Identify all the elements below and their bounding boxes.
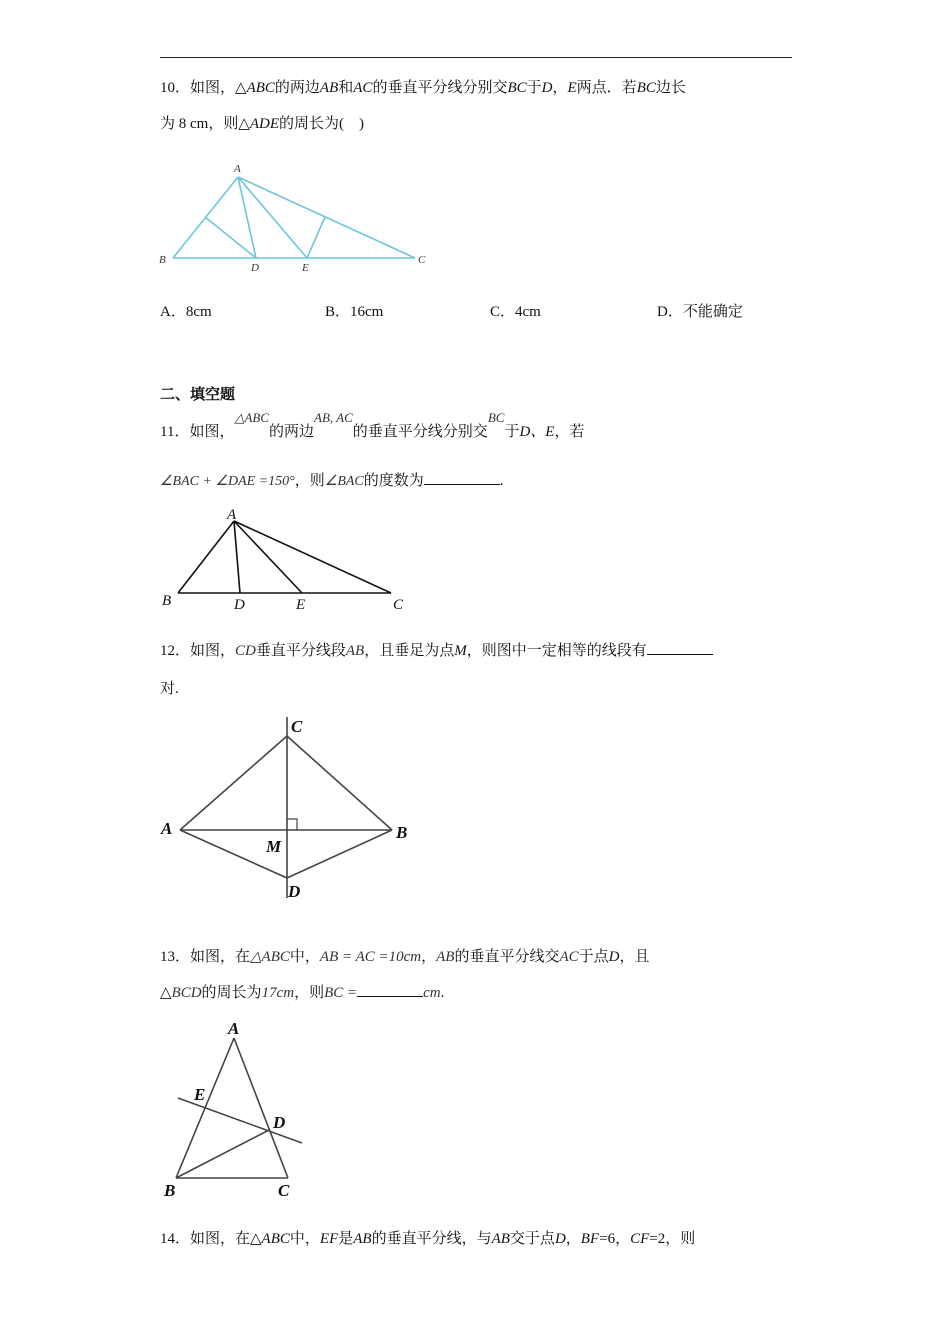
q11-text: ，则 [294, 473, 325, 489]
q13-text: 于点 [578, 949, 609, 965]
q11-line2 [160, 470, 504, 493]
q10-figure [155, 160, 435, 275]
q10-ab: AB [319, 80, 339, 96]
q12-text: ，则图中一定相等的线段有 [466, 643, 647, 659]
q13-text: 中， [289, 949, 320, 965]
q13-line2 [160, 982, 444, 1004]
q11-text: 的度数为 [363, 473, 424, 489]
q10-label-c: C [418, 254, 426, 266]
q14-text: 中， [289, 1231, 320, 1247]
q11-math-bc: BC [487, 410, 505, 425]
q13-text: 的垂直平分线交 [454, 949, 560, 965]
q11-text: 的垂直平分线分别交 [352, 424, 488, 440]
q13-math-ac: AC [559, 949, 579, 965]
q11-text: 的两边 [269, 424, 315, 440]
q13-math-ab: AB [436, 949, 455, 965]
q14-text: 交于点 [509, 1231, 555, 1247]
q13-text: ，则 [294, 985, 325, 1001]
q12-label-a: A [161, 819, 173, 838]
q14-ef: EF [319, 1231, 339, 1247]
q13-line-ac [234, 1038, 288, 1178]
q14-bf: BF [580, 1231, 600, 1247]
q11-de: D、E [519, 424, 555, 440]
q10-text: 的周长为( ) [279, 116, 365, 132]
q12-label-d: D [288, 882, 301, 901]
q10-line-ac [238, 177, 415, 258]
q13-label-a: A [228, 1019, 240, 1038]
q13-line-bd [176, 1130, 269, 1178]
triangle-symbol: △ [160, 985, 172, 1001]
section-title: 二、填空题 [160, 387, 236, 403]
q12-text: ，且垂足为点 [364, 643, 455, 659]
q10-label-d: D [251, 262, 259, 274]
q13-math-cm: cm [423, 985, 441, 1001]
q10-perp-ac [307, 217, 325, 258]
right-angle-mark [287, 819, 297, 830]
q13-text: ， [421, 949, 437, 965]
q10-abc: ABC [246, 80, 275, 96]
q13-d: D [608, 949, 620, 965]
q14-text: 14．如图，在△ [160, 1231, 262, 1247]
q13-text: 13．如图，在 [160, 949, 251, 965]
q14-ab: AB [353, 1231, 372, 1247]
q12-line2: 对. [160, 681, 179, 697]
q12-text: 垂直平分线段 [255, 643, 346, 659]
q10-text: 两点．若 [576, 80, 637, 96]
q11-math-bac: ∠BAC [324, 474, 364, 489]
q14-text: ， [565, 1231, 581, 1247]
q10-text: 为 8 cm，则△ [160, 116, 250, 132]
q12-line-cb [287, 736, 392, 830]
q11-line-ae [234, 521, 302, 593]
q13-text: . [440, 985, 445, 1001]
answer-blank[interactable] [424, 470, 500, 485]
q12-figure [160, 712, 420, 904]
q12-line-ac [180, 736, 287, 830]
q13-label-e: E [194, 1085, 206, 1104]
q10-bc: BC [507, 80, 527, 96]
q13-math-bcd: BCD [171, 985, 202, 1001]
answer-blank[interactable] [647, 640, 713, 655]
top-rule [160, 57, 792, 58]
q11-label-b: B [162, 593, 172, 609]
triangle-symbol: △ [235, 80, 247, 96]
q10-option-d: D．不能确定 [657, 304, 743, 320]
q10-e: E [567, 80, 577, 96]
q13-text: 的周长为 [201, 985, 262, 1001]
q10-bc: BC [636, 80, 656, 96]
q13-math-abc: △ABC [250, 949, 290, 965]
q11-label-d: D [234, 597, 245, 613]
q12-line1 [160, 640, 713, 662]
q10-line1 [160, 77, 686, 99]
q10-label-b: B [159, 254, 166, 266]
q10-d: D [541, 80, 553, 96]
q10-text: 的两边 [274, 80, 320, 96]
q10-option-a: A．8cm [160, 304, 212, 320]
q10-option-c: C．4cm [490, 304, 541, 320]
q11-math-abc: △ABC [234, 410, 270, 425]
q12-m: M [454, 643, 467, 659]
q10-text: 10．如图， [160, 80, 236, 96]
q13-text: ，且 [619, 949, 650, 965]
q14-text: 的垂直平分线，与 [371, 1231, 492, 1247]
q13-math-bc: BC = [324, 985, 358, 1001]
q11-line-ab [178, 521, 234, 593]
q11-label-a: A [227, 507, 237, 523]
q13-line1 [160, 946, 650, 968]
q14-ab: AB [491, 1231, 510, 1247]
q12-label-m: M [266, 837, 282, 856]
q13-figure [160, 1016, 320, 1206]
q12-line-db [287, 830, 392, 878]
q10-text: 边长 [655, 80, 686, 96]
q14-text: =2，则 [649, 1231, 696, 1247]
q12-text: 12．如图， [160, 643, 236, 659]
q10-option-b: B．16cm [325, 304, 384, 320]
q12-label-b: B [396, 823, 408, 842]
q12-math-ab: AB [345, 643, 365, 659]
q10-line2 [160, 113, 364, 135]
q10-text: ， [552, 80, 568, 96]
q11-text: 11．如图， [160, 424, 235, 440]
q13-label-b: B [164, 1181, 176, 1200]
q11-math-condition: ∠BAC + ∠DAE =150° [160, 474, 295, 489]
q11-figure [160, 505, 420, 615]
q12-math-cd: CD [235, 643, 256, 659]
q11-label-c: C [393, 597, 404, 613]
q14-text: =6， [599, 1231, 631, 1247]
q14-text: 是 [338, 1231, 354, 1247]
q11-text: ，若 [554, 424, 585, 440]
q11-line1 [160, 410, 585, 443]
q11-text: 于 [504, 424, 520, 440]
answer-blank[interactable] [357, 982, 423, 997]
q11-line-ad [234, 521, 240, 593]
q11-line-ac [234, 521, 391, 593]
q13-math-17cm: 17cm [261, 985, 295, 1001]
q10-label-e: E [302, 262, 309, 274]
q14-line1 [160, 1228, 695, 1250]
q10-text: 于 [526, 80, 542, 96]
q14-abc: ABC [261, 1231, 290, 1247]
q11-label-e: E [296, 597, 306, 613]
q10-text: 的垂直平分线分别交 [372, 80, 508, 96]
q10-label-a: A [234, 163, 241, 175]
q10-ade: ADE [249, 116, 280, 132]
q14-cf: CF [630, 1231, 650, 1247]
q13-math-equal: AB = AC =10cm [319, 949, 422, 965]
q12-label-c: C [291, 717, 303, 736]
q14-d: D [554, 1231, 566, 1247]
q11-math-ab-ac: AB, AC [314, 410, 353, 425]
q10-ac: AC [353, 80, 373, 96]
q10-line-ae [238, 177, 307, 258]
q10-text: 和 [338, 80, 354, 96]
q13-label-d: D [273, 1113, 286, 1132]
q11-text: . [499, 473, 504, 489]
q13-label-c: C [278, 1181, 290, 1200]
